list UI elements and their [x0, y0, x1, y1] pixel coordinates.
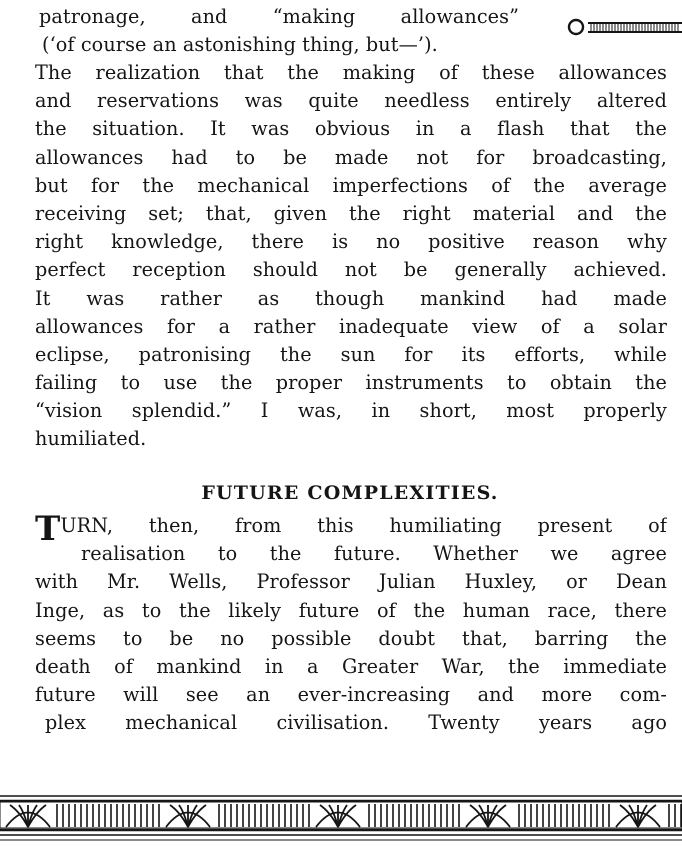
paragraph-line: Inge, as to the likely future of the human race, there	[35, 598, 667, 622]
paragraph-line: the situation. It was obvious in a flash that the	[35, 117, 667, 141]
paragraph-line: humiliated.	[35, 427, 147, 451]
paragraph-first-line	[35, 512, 667, 540]
paragraph-line: URN, then, from this humiliating present of	[60, 514, 667, 537]
paragraph-line: eclipse, patronising the sun for its efforts, while	[35, 342, 667, 366]
top-quote	[39, 3, 519, 59]
paragraph-line: “vision splendid.” I was, in short, most properly	[35, 399, 667, 423]
paragraph-line: with Mr. Wells, Professor Julian Huxley, or Dean	[35, 570, 667, 594]
paragraph-line: receiving set; that, given the right material and the	[35, 201, 667, 225]
footer-ornament-border-icon	[0, 790, 682, 847]
paragraph-line: seems to be no possible doubt that, barring the	[35, 626, 667, 650]
section-heading: FUTURE COMPLEXITIES.	[201, 482, 499, 504]
paragraph-line: failing to use the proper instruments to obtain the	[35, 371, 667, 395]
paragraph-line: plex mechanical civilisation. Twenty years ago	[45, 711, 667, 735]
paragraph-line: and reservations was quite needless entirely altered	[35, 89, 667, 113]
paragraph-line: realisation to the future. Whether we agree	[81, 542, 667, 566]
top-quote-line-2: (‘of course an astonishing thing, but—’).	[42, 33, 438, 57]
paragraph-line: allowances for a rather inadequate view of a solar	[35, 314, 667, 338]
corner-ornament-icon	[566, 12, 682, 38]
paragraph-line: allowances had to be made not for broadcasting,	[35, 145, 667, 169]
drop-cap: T	[35, 512, 61, 541]
paragraph-line: The realization that the making of these allowances	[35, 61, 667, 84]
paragraph-line: perfect reception should not be generally achieved.	[35, 258, 667, 282]
top-quote-line-1: patronage, and “making allowances”	[39, 5, 519, 28]
paragraph-line: It was rather as though mankind had made	[35, 286, 667, 310]
paragraph-line: right knowledge, there is no positive reason why	[35, 230, 667, 254]
paragraph-line: but for the mechanical imperfections of the average	[35, 173, 667, 197]
paragraph-realization	[35, 59, 667, 454]
paragraph-future	[35, 512, 667, 738]
paragraph-line: death of mankind in a Greater War, the immediate	[35, 654, 667, 678]
paragraph-line: future will see an ever-increasing and more com-	[35, 683, 667, 707]
